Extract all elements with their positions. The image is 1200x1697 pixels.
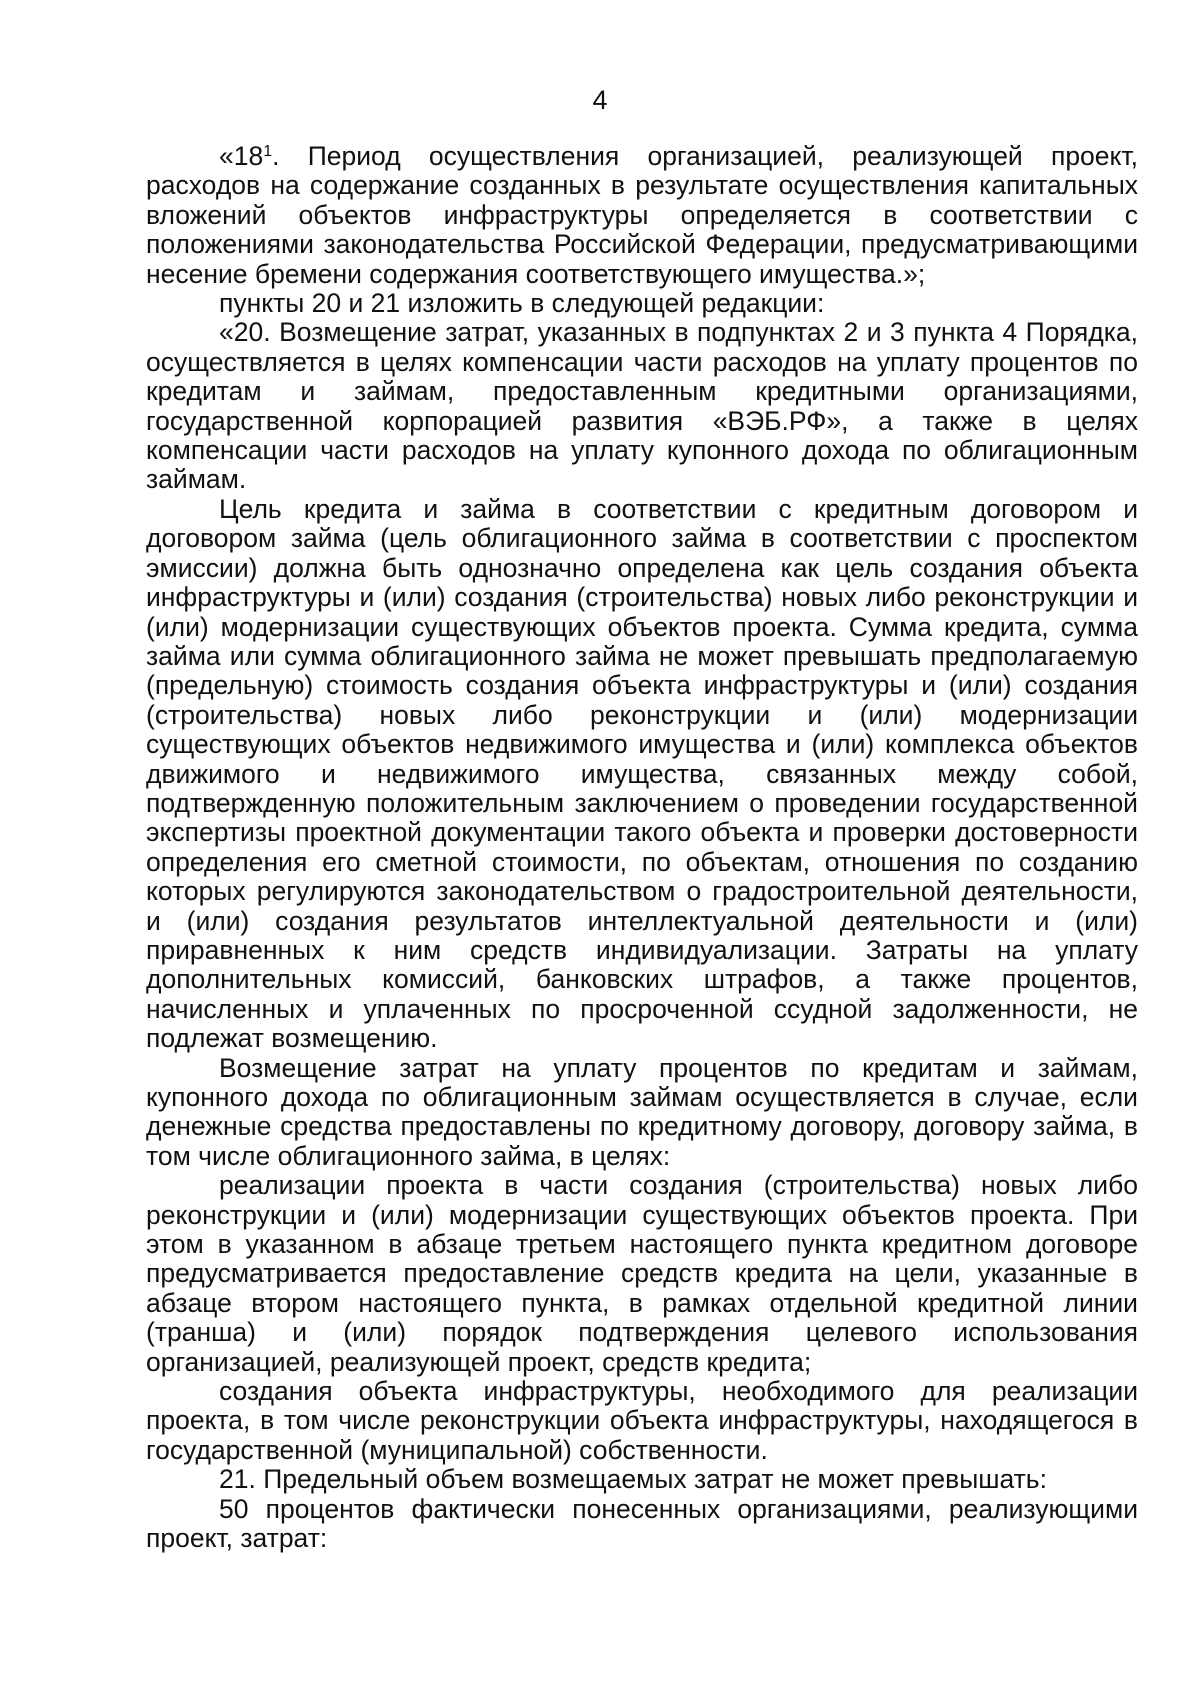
paragraph-infrastructure-creation: создания объекта инфраструктуры, необходимого для реализации проекта, в том числе реконструкции объекта инфраструктуры, находящегося в государственной (муниципальной) собственности. — [146, 1376, 1138, 1465]
paragraph-50-percent: 50 процентов фактически понесенных организациями, реализующими проект, затрат: — [146, 1493, 1138, 1554]
paragraph-reimbursement-conditions: Возмещение затрат на уплату процентов по кредитам и займам, купонного дохода по облигационным займам осуществляется в случае, если денежные средства предоставлены по кредитному договору, договору займа, в том числе облигационного займа, в целях: — [146, 1052, 1138, 1171]
paragraph-loan-purpose: Цель кредита и займа в соответствии с кредитным договором и договором займа (цель облигационного займа в соответствии с проспектом эмиссии) должна быть однозначно определена как цель создания объекта инфраструктуры и (или) создания (строительства) новых либо реконструкции и (или) модернизации существующих объектов проекта. Сумма кредита, сумма займа или сумма облигационного займа не может превышать предполагаемую (предельную) стоимость создания объекта инфраструктуры и (или) создания (строительства) новых либо реконструкции и (или) модернизации существующих объектов недвижимого имущества и (или) комплекса объектов движимого и недвижимого имущества, связанных между собой, подтвержденную положительным заключением о проведении государственной экспертизы проектной документации такого объекта и проверки достоверности определения его сметной стоимости, по объектам, отношения по созданию которых регулируются законодательством о градостроительной деятельности, и (или) создания результатов интеллектуальной деятельности и (или) приравненных к ним средств индивидуализации. Затраты на уплату дополнительных комиссий, банковских штрафов, а также процентов, начисленных и уплаченных по просроченной ссудной задолженности, не подлежат возмещению. — [146, 493, 1138, 1054]
paragraph-lead: «18 — [219, 141, 264, 171]
paragraph-text: . Период осуществления организацией, реализующей проект, расходов на содержание созданных в результате осуществления капитальных вложений объектов инфраструктуры определяется в соответствии с положениями законодательства Российской Федерации, предусматривающими несение бремени содержания соответствующего имущества.»; — [146, 141, 1138, 289]
paragraph-project-implementation: реализации проекта в части создания (строительства) новых либо реконструкции и (или) модернизации существующих объектов проекта. При этом в указанном в абзаце третьем настоящего пункта кредитном договоре предусматривается предоставление средств кредита на цели, указанные в абзаце втором настоящего пункта, в рамках отдельной кредитной линии (транша) и (или) порядок подтверждения целевого использования организацией, реализующей проект, средств кредита; — [146, 1170, 1138, 1377]
superscript-index: 1 — [263, 143, 273, 160]
paragraph-20: «20. Возмещение затрат, указанных в подпунктах 2 и 3 пункта 4 Порядка, осуществляется в целях компенсации части расходов на уплату процентов по кредитам и займам, предоставленным кредитными организациями, государственной корпорацией развития «ВЭБ.РФ», а также в целях компенсации части расходов на уплату купонного дохода по облигационным займам. — [146, 317, 1138, 495]
paragraph-amendment-intro: пункты 20 и 21 изложить в следующей редакции: — [219, 288, 825, 319]
document-body — [146, 142, 1138, 1554]
paragraph-21: 21. Предельный объем возмещаемых затрат не может превышать: — [219, 1464, 1047, 1495]
page-number: 4 — [592, 85, 608, 115]
paragraph-18-1 — [146, 142, 1138, 289]
